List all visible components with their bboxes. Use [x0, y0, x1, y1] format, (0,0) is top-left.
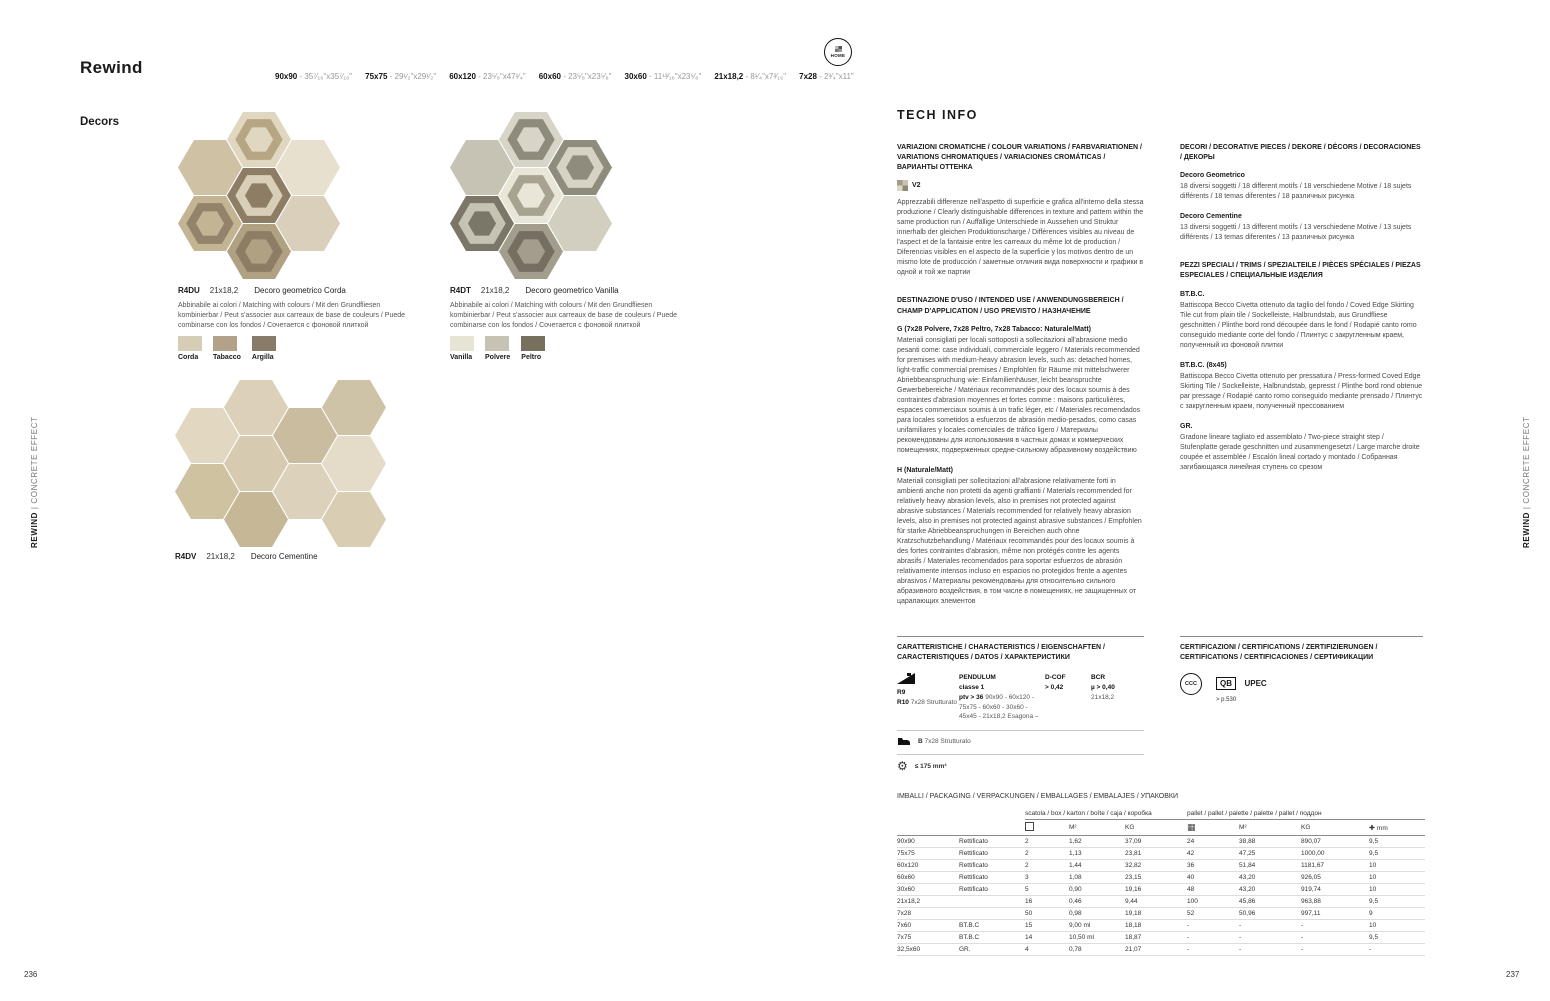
color-swatch-argilla — [252, 336, 276, 361]
packaging-cell: 0,78 — [1069, 946, 1082, 953]
packaging-row — [897, 944, 1425, 956]
packaging-cell: 23,15 — [1125, 874, 1142, 881]
packaging-row — [897, 884, 1425, 896]
packaging-cell: 60x60 — [897, 874, 915, 881]
side-label-left — [30, 416, 39, 548]
packaging-cell: 37,09 — [1125, 838, 1142, 845]
page-number-right: 237 — [1506, 970, 1520, 979]
packaging-cell: 0,98 — [1069, 910, 1082, 917]
packaging-cell: 3 — [1025, 874, 1029, 881]
packaging-cell: 19,16 — [1125, 886, 1142, 893]
swatch-row — [178, 336, 276, 361]
color-swatch-peltro — [521, 336, 545, 361]
packaging-cell: 890,07 — [1301, 838, 1321, 845]
packaging-cell: 18,18 — [1125, 922, 1142, 929]
packaging-row — [897, 860, 1425, 872]
product-name: Decoro geometrico Vanilla — [525, 286, 619, 295]
packaging-cell: 32,5x60 — [897, 946, 921, 953]
packaging-cell: - — [1239, 922, 1242, 929]
btbc-845-title: BT.B.C. (8x45) — [1180, 361, 1227, 369]
page-number-left: 236 — [24, 970, 38, 979]
size-list — [275, 72, 867, 81]
packaging-cell: BT.B.C — [959, 934, 980, 941]
packaging-cell: 75x75 — [897, 850, 915, 857]
home-button[interactable] — [824, 38, 852, 66]
surface-note: 7x28 Strutturato — [924, 737, 971, 745]
r9-value: R9 — [897, 689, 906, 697]
product-code: R4DT — [450, 286, 471, 295]
packaging-cell: 45,86 — [1239, 898, 1256, 905]
packaging-cell: 19,18 — [1125, 910, 1142, 917]
color-swatch-vanilla — [450, 336, 474, 361]
packaging-cell: 24 — [1187, 838, 1195, 845]
ccc-mark-icon — [1180, 673, 1202, 695]
certification-page-ref: > p.530 — [1216, 697, 1237, 704]
packaging-cell: 43,20 — [1239, 874, 1256, 881]
decoro-geometrico-title: Decoro Geometrico — [1180, 172, 1245, 180]
gr-text: Gradone lineare tagliato ed assemblato / Two-piece straight step / Stufenplatte gerade geschnitten und zusammengesetzt / Large marche droite coupée et assemblée / Escalón lineal cortado y montado / Собранная загибающаяся линейная ступень со срезом — [1180, 433, 1420, 471]
packaging-cell: 9 — [1369, 910, 1373, 917]
packaging-cell: 1,62 — [1069, 838, 1082, 845]
packaging-cell: 1000,00 — [1301, 850, 1325, 857]
thickness-icon: ✚ — [1369, 824, 1375, 832]
packaging-cell: 4 — [1025, 946, 1029, 953]
trims-heading: PEZZI SPECIALI / TRIMS / SPEZIALTEILE / PIÈCES SPÉCIALES / PIEZAS ESPECIALES / СПЕЦИАЛЬНЫЕ ИЗДЕЛИЯ — [1180, 262, 1421, 280]
size-spec: 90x90 - 35⁷⁄₁₆"x35⁷⁄₁₆" — [275, 72, 353, 81]
box-kg-header: KG — [1125, 820, 1187, 836]
bcr-note: 21x18,2 — [1091, 693, 1115, 701]
shade-variation-row — [897, 180, 1144, 191]
intended-use-heading: DESTINAZIONE D'USO / INTENDED USE / ANWENDUNGSBEREICH / CHAMP D'APPLICATION / USO PREVISTO / НАЗНАЧЕНИЕ — [897, 297, 1124, 315]
dcof-rating — [1045, 673, 1091, 722]
packaging-cell: 100 — [1187, 898, 1198, 905]
packaging-cell: BT.B.C — [959, 922, 980, 929]
packaging-cell: GR. — [959, 946, 971, 953]
packaging-cell: 38,88 — [1239, 838, 1256, 845]
surface-class: B — [918, 737, 923, 745]
size-spec: 7x28 - 2³⁄₄"x11" — [799, 72, 854, 81]
pendulum-class: classe 1 — [959, 684, 985, 692]
slip-ramp-icon — [897, 673, 915, 684]
decor-caption — [178, 286, 346, 295]
packaging-cell: - — [1187, 946, 1190, 953]
packaging-cell: 60x120 — [897, 862, 919, 869]
packaging-cell: 10 — [1369, 862, 1377, 869]
packaging-cell: - — [1301, 946, 1304, 953]
page-title: Rewind — [80, 58, 143, 77]
pendulum-ptv: ptv > 36 — [959, 693, 984, 701]
pendulum-sizes: 90x90 - 60x120 - 75x75 - 60x60 - 30x60 - 45x45 - 21x18,2 Esagona – — [959, 693, 1039, 721]
size-spec: 30x60 - 11¹³⁄₁₆"x23⁵⁄₈" — [624, 72, 702, 81]
packaging-cell: 21,07 — [1125, 946, 1142, 953]
decor-image-corda — [178, 112, 340, 279]
packaging-cell: 9,44 — [1125, 898, 1138, 905]
decoro-cementine-title: Decoro Cementine — [1180, 213, 1242, 221]
box-icon — [1025, 822, 1034, 831]
decor-image-cementine — [175, 380, 386, 547]
side-brand: REWIND — [1522, 511, 1531, 548]
btbc-text: Battiscopa Becco Civetta ottenuto da taglio del fondo / Coved Edge Skirting Tile cut from plain tile / Sockelleiste, Halbrundstab, aus Grundfliese geschnitten / Plinthe bord rond découpée dans le fond / Rodapié canto romo conseguido mediante corte del fondo / Плинтус с закругленным краем, полученный из фоновой плитки — [1180, 301, 1417, 349]
swatch-chip — [213, 336, 237, 351]
bcr-title: BCR — [1091, 674, 1106, 682]
packaging-cell: 16 — [1025, 898, 1033, 905]
tech-column-1 — [897, 143, 1144, 618]
packaging-cell: 2 — [1025, 838, 1029, 845]
pendulum-rating — [959, 673, 1045, 722]
btbc-845-text: Battiscopa Becco Civetta ottenuto per pressatura / Press-formed Coved Edge Skirting Tile / Sockelleiste, Halbrundstab, gepresst / Plinthe bord rond obtenue par pressage / Rodapié canto romo conseguido mediante prensado / Плинтус с закругленным краем, полученный прессованием — [1180, 372, 1423, 410]
packaging-cell: 52 — [1187, 910, 1195, 917]
swatch-label: Tabacco — [213, 354, 241, 361]
tech-info-heading: TECH INFO — [897, 108, 978, 122]
packaging-cell: 42 — [1187, 850, 1195, 857]
packaging-cell: - — [1239, 946, 1242, 953]
packaging-rows — [897, 836, 1425, 956]
packaging-row — [897, 908, 1425, 920]
packaging-cell: 40 — [1187, 874, 1195, 881]
product-code: R4DV — [175, 552, 197, 561]
packaging-column-header — [897, 820, 1425, 836]
packaging-cell: 919,74 — [1301, 886, 1321, 893]
use-class-h-text: Materiali consigliati per sollecitazioni all'abrasione relativamente forti in ambienti anche non protetti da agenti graffianti / Materials recommended for relatively heavy abrasion levels, also in premises not protected against abrasive substances / Materials recommended for relatively heavy abrasion levels, also in premises not protected against abrasive substances / Empfohlen für starke Abriebbeanspruchungen in Bereichen auch ohne Kratzschutzbehandlung / Matériaux recommandés pour des locaux soumis à des fortes contraintes d'abrasion, même non protégés contre les agents abrasifs / Materiales recomendados para soportar esfuerzos de abrasión relativamente intensos incluso en espacios no protegidos frente a agentes abrasivos / Материалы рекомендованы для относительно сильного абразивного воздействия, в том числе в помещениях, не защищенных от царапающих элементов — [897, 477, 1142, 605]
side-collection: | CONCRETE EFFECT — [30, 416, 39, 510]
color-swatch-polvere — [485, 336, 510, 361]
packaging-row — [897, 836, 1425, 848]
packaging-cell: 0,46 — [1069, 898, 1082, 905]
packaging-cell: Rettificato — [959, 838, 988, 845]
qb-upec-block — [1216, 673, 1267, 703]
qb-mark-icon: QB — [1216, 677, 1236, 690]
packaging-cell: 10 — [1369, 874, 1377, 881]
swatch-chip — [521, 336, 545, 351]
side-brand: REWIND — [30, 511, 39, 548]
dcof-value: > 0,42 — [1045, 684, 1064, 692]
packaging-cell: 21x18,2 — [897, 898, 921, 905]
packaging-cell: Rettificato — [959, 886, 988, 893]
packaging-cell: 1,13 — [1069, 850, 1082, 857]
packaging-cell: 2 — [1025, 862, 1029, 869]
packaging-cell: 36 — [1187, 862, 1195, 869]
packaging-cell: 1181,67 — [1301, 862, 1325, 869]
packaging-cell: 50,96 — [1239, 910, 1256, 917]
pallet-icon: ▦ — [1187, 822, 1196, 832]
packaging-cell: 18,87 — [1125, 934, 1142, 941]
box-group-header: scatola / box / karton / boîte / caja / коробка — [1025, 808, 1187, 820]
packaging-cell: 9,5 — [1369, 934, 1379, 941]
decorative-pieces-heading: DECORI / DECORATIVE PIECES / DEKORE / DÉCORS / DECORACIONES / ДЕКОРЫ — [1180, 144, 1421, 162]
swatch-chip — [178, 336, 202, 351]
product-size: 21x18,2 — [206, 552, 235, 561]
packaging-cell: 0,90 — [1069, 886, 1082, 893]
packaging-cell: 51,84 — [1239, 862, 1256, 869]
packaging-cell: Rettificato — [959, 874, 988, 881]
packaging-cell: 9,00 ml — [1069, 922, 1091, 929]
slip-rating — [897, 673, 959, 722]
thickness-header: mm — [1376, 824, 1388, 832]
size-spec: 75x75 - 29¹⁄₂"x29¹⁄₂" — [365, 72, 437, 81]
shade-variation-label: V2 — [912, 182, 921, 190]
product-size: 21x18,2 — [480, 286, 510, 295]
packaging-cell: 23,81 — [1125, 850, 1142, 857]
pallet-group-header: pallet / pallet / palette / palette / pallet / поддон — [1187, 808, 1425, 820]
packaging-cell: 14 — [1025, 934, 1033, 941]
packaging-cell — [959, 896, 1025, 908]
decoro-geometrico-text: 18 diversi soggetti / 18 different motifs / 18 verschiedene Motive / 18 sujets différents / 18 temas diferentes / 18 различных рисунка — [1180, 183, 1412, 201]
packaging-cell: 50 — [1025, 910, 1033, 917]
packaging-cell: 10 — [1369, 886, 1377, 893]
packaging-cell: - — [1187, 922, 1190, 929]
variations-text: Apprezzabili differenze nell'aspetto di superficie e grafica all'interno della stessa produzione / Clearly distinguishable differences in texture and pattern within the same production run / Auffällige Unterschiede in Aussehen und Struktur innerhalb der gleichen Produktionscharge / Différences visibles au niveau de l'aspect et de la fantaisie entre les carreaux du même lot de production / Diferencias visibles en el aspecto de la superficie y los motivos dentro de un mismo lote de producción / заметные отличия вида поверхности и графики в одной и той же партии — [897, 199, 1144, 277]
swatch-chip — [450, 336, 474, 351]
packaging-cell: 48 — [1187, 886, 1195, 893]
product-name: Decoro Cementine — [250, 552, 318, 561]
packaging-cell: 90x90 — [897, 838, 915, 845]
decor-caption — [450, 286, 619, 295]
packaging-cell: 10 — [1369, 922, 1377, 929]
structured-surface-row — [897, 730, 1144, 746]
shade-variation-icon — [897, 180, 908, 191]
packaging-cell: 15 — [1025, 922, 1033, 929]
packaging-row — [897, 896, 1425, 908]
decors-heading: Decors — [80, 116, 119, 128]
swatch-row — [450, 336, 545, 361]
packaging-cell: 30x60 — [897, 886, 915, 893]
color-swatch-tabacco — [213, 336, 241, 361]
swatch-label: Vanilla — [450, 354, 473, 361]
pallet-kg-header: KG — [1301, 820, 1369, 836]
use-class-g-title: G (7x28 Polvere, 7x28 Peltro, 7x28 Tabacco: Naturale/Matt) — [897, 325, 1092, 333]
packaging-row — [897, 848, 1425, 860]
bcr-value: µ > 0,40 — [1091, 684, 1115, 692]
bcr-rating — [1091, 673, 1141, 722]
use-class-g-text: Materiali consigliati per locali sottoposti a sollecitazioni all'abrasione medio pesanti come: case individuali, commerciale leggero / Materials recommended for premises with medium-heavy abrasion levels, such as: detached homes, light-traffic commercial premises / Empfohlen für Räume mit mittelschwerer Abriebbeanspruchung wie: Einfamilienhäuser, leicht beanspruchte Gewerbebereiche / Matériaux recommandés pour des locaux soumis à des contraintes d'abrasion moyennes et fortes comme : maisons particulières, espaces commerciaux soumis à un trafic léger, etc / Materiales recomendados para locales sometidos a esfuerzos de abrasión medio-pesados, como casas unifamiliares y locales comerciales de tráfico ligero / Материалы рекомендованы для использования в частных домах и коммерческих помещениях, подверженных средне-сильному абразивному воздействию — [897, 336, 1141, 454]
product-name: Decoro geometrico Corda — [254, 286, 346, 295]
packaging-cell: 1,44 — [1069, 862, 1082, 869]
color-swatch-corda — [178, 336, 202, 361]
pallet-m2-header: M² — [1239, 820, 1301, 836]
size-spec: 21x18,2 - 8¹⁄₄"x7³⁄₁₆" — [714, 72, 787, 81]
packaging-panel — [897, 793, 1425, 956]
certifications-heading: CERTIFICAZIONI / CERTIFICATIONS / ZERTIFIZIERUNGEN / CERTIFICATIONS / CERTIFICACIONES / СЕРТИФИКАЦИИ — [1180, 644, 1378, 662]
decor-image-vanilla — [450, 112, 612, 279]
side-collection: | CONCRETE EFFECT — [1522, 416, 1531, 510]
r10-value: R10 — [897, 698, 909, 706]
packaging-cell: 997,11 — [1301, 910, 1321, 917]
r10-note: 7x28 Strutturato — [910, 698, 957, 706]
packaging-cell: 963,88 — [1301, 898, 1321, 905]
packaging-cell: 9,5 — [1369, 838, 1379, 845]
packaging-cell: 10,50 ml — [1069, 934, 1094, 941]
use-class-h-title: H (Naturale/Matt) — [897, 466, 954, 474]
packaging-cell: Rettificato — [959, 850, 988, 857]
decoro-cementine-text: 13 diversi soggetti / 13 different motifs / 13 verschiedene Motive / 13 sujets différents / 13 temas diferentes / 13 различных рисунка — [1180, 224, 1412, 242]
swatch-label: Polvere — [485, 354, 511, 361]
btbc-title: BT.B.C. — [1180, 290, 1205, 298]
ccc-label: CCC — [1185, 681, 1197, 688]
characteristics-values — [897, 673, 1144, 722]
packaging-cell: 47,25 — [1239, 850, 1256, 857]
abrasion-row — [897, 754, 1144, 772]
packaging-cell: - — [1369, 946, 1372, 953]
packaging-cell: - — [1187, 934, 1190, 941]
gear-icon: ⚙ — [897, 759, 908, 774]
packaging-cell: 9,5 — [1369, 898, 1379, 905]
variations-heading: VARIAZIONI CROMATICHE / COLOUR VARIATIONS / FARBVARIATIONEN / VARIATIONS CHROMATIQUES / VARIACIONES CROMÁTICAS / ВАРИАНТЫ ОТТЕНКА — [897, 144, 1142, 172]
packaging-cell: 926,05 — [1301, 874, 1321, 881]
packaging-cell: 9,5 — [1369, 850, 1379, 857]
packaging-cell: 2 — [1025, 850, 1029, 857]
size-spec: 60x60 - 23⁵⁄₈"x23⁵⁄₈" — [538, 72, 612, 81]
packaging-cell: Rettificato — [959, 862, 988, 869]
packaging-cell: 7x75 — [897, 934, 912, 941]
swatch-label: Peltro — [521, 354, 542, 361]
packaging-cell: 32,82 — [1125, 862, 1142, 869]
packaging-row — [897, 920, 1425, 932]
home-icon — [835, 46, 842, 52]
side-label-right — [1522, 416, 1531, 548]
swatch-chip — [252, 336, 276, 351]
swatch-chip — [485, 336, 509, 351]
box-m2-header: M² — [1069, 820, 1125, 836]
characteristics-heading: CARATTERISTICHE / CHARACTERISTICS / EIGENSCHAFTEN / CARACTERISTIQUES / DATOS / ХАРАКТЕРИСТИКИ — [897, 644, 1105, 662]
packaging-cell: 7x60 — [897, 922, 912, 929]
packaging-table — [897, 808, 1425, 956]
matching-colours-text: Abbinabile ai colori / Matching with colours / Mit den Grundfliesen kombinierbar / Peut s'associer aux carreaux de base de couleurs / Puede combinarse con los fondos / Сочетается с фоновой плиткой — [178, 302, 406, 330]
certification-logos — [1180, 673, 1423, 703]
home-label: HOME — [830, 53, 846, 58]
packaging-cell: - — [1239, 934, 1242, 941]
gr-title: GR. — [1180, 422, 1193, 430]
packaging-cell: - — [1301, 922, 1304, 929]
swatch-label: Corda — [178, 354, 199, 361]
shoe-icon — [897, 736, 911, 746]
dcof-title: D-COF — [1045, 674, 1066, 682]
product-code: R4DU — [178, 286, 200, 295]
matching-colours-text: Abbinabile ai colori / Matching with colours / Mit den Grundfliesen kombinierbar / Peut s'associer aux carreaux de base de couleurs / Puede combinarse con los fondos / Сочетается с фоновой плиткой — [450, 302, 678, 330]
packaging-group-header — [897, 808, 1425, 820]
decor-caption — [175, 552, 318, 561]
packaging-row — [897, 932, 1425, 944]
packaging-heading: IMBALLI / PACKAGING / VERPACKUNGEN / EMBALLAGES / EMBALAJES / УПАКОВКИ — [897, 793, 1179, 800]
characteristics-panel — [897, 636, 1144, 772]
product-size: 21x18,2 — [209, 286, 239, 295]
packaging-cell: 7x28 — [897, 910, 912, 917]
size-spec: 60x120 - 23⁵⁄₈"x47¹⁄₄" — [449, 72, 526, 81]
packaging-cell — [959, 908, 1025, 920]
certifications-panel — [1180, 636, 1423, 703]
packaging-cell: 1,08 — [1069, 874, 1082, 881]
packaging-cell: 5 — [1025, 886, 1029, 893]
upec-label: UPEC — [1244, 679, 1267, 689]
packaging-row — [897, 872, 1425, 884]
tech-column-2 — [1180, 143, 1423, 484]
swatch-label: Argilla — [251, 354, 274, 361]
packaging-cell: 43,20 — [1239, 886, 1256, 893]
packaging-cell: - — [1301, 934, 1304, 941]
pendulum-title: PENDULUM — [959, 674, 996, 682]
abrasion-value: ≤ 175 mm³ — [914, 762, 947, 770]
